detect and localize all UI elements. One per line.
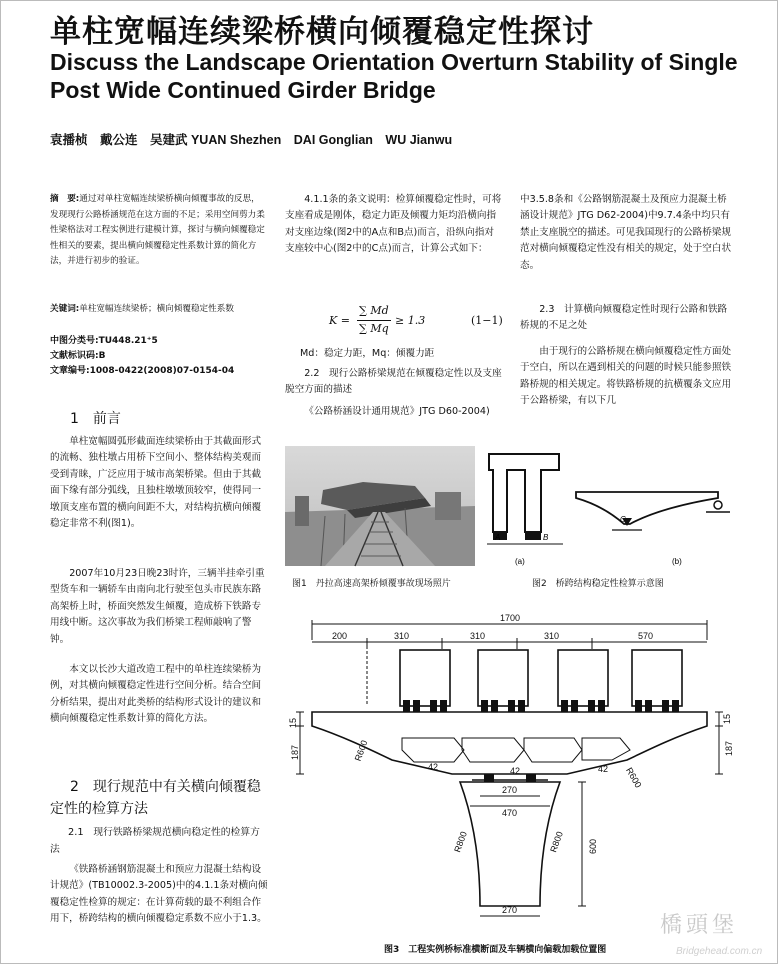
formula-number: (1−1) — [471, 314, 503, 327]
section-1-title: 1 前言 — [70, 411, 121, 427]
column-2-paragraph-2: Md：稳定力距，Mq：倾覆力距 — [300, 348, 435, 359]
formula-1-1 — [285, 302, 503, 342]
fig2-label-a: (a) — [515, 557, 525, 566]
column-2-paragraph-1: 4.1.1条的条文说明：检算倾覆稳定性时，可将支座看成是刚体，稳定力距及倾覆力矩均沿横向指对支座边缘(图2中的A点和B点)而言，沿纵向指对支座较中心(图2中的C点)而言，计算公式如下： — [285, 194, 502, 255]
keywords-text: 单柱宽幅连续梁桥；横向倾覆稳定性系数 — [79, 304, 234, 314]
dim-r600-right: R600 — [624, 765, 644, 790]
authors: 袁播桢 戴公连 吴建武 YUAN Shezhen DAI Gonglian WU Jianwu — [50, 133, 453, 147]
fraction-bar — [357, 320, 391, 321]
vehicle-loads — [400, 650, 682, 706]
dim-r600-left: R600 — [352, 738, 370, 763]
section-2-1-title: 2.1 现行铁路桥梁规范横向稳定性的检算方法 — [50, 827, 260, 855]
formula-numerator: ∑ Md — [359, 304, 389, 317]
figure-2a-diagram — [485, 448, 565, 568]
watermark-logo: 橋頭堡 — [660, 913, 739, 938]
keywords-label: 关键词: — [50, 304, 80, 314]
section-2-1-paragraph: 《铁路桥涵钢筋混凝土和预应力混凝土结构设计规范》(TB10002.3-2005)中的4.1.1条对横向倾覆稳定性检算的规定：在计算荷载的最不利组合作用下，桥跨结构的横向倾覆稳定系数不应小于1.3。 — [50, 864, 268, 925]
dim-r800-right: R800 — [548, 830, 565, 854]
watermark-url: Bridgehead.com.cn — [676, 946, 763, 957]
fig2-label-B: B — [543, 533, 549, 542]
section-1-paragraph-2: 2007年10月23日晚23时许，三辆半挂牵引重型货车和一辆轿车由南向北行驶至包头市民族东路高架桥上时，桥面突然发生倾覆，造成桥下铁路专用线中断。这次事故为我们桥梁工程师敲响了警钟。 — [50, 568, 265, 645]
title-en: Discuss the Landscape Orientation Overturn Stability of Single Post Wide Continued Girder Bridge — [50, 49, 738, 103]
section-2-3-title: 2.3 计算横向倾覆稳定性时现行公路和铁路桥规的不足之处 — [520, 304, 728, 332]
dim-310-2: 310 — [470, 631, 486, 641]
fig2-label-A: A — [495, 533, 501, 542]
clc-number: 中图分类号:TU448.21⁺5 — [50, 336, 158, 346]
dim-15-right: 15 — [722, 713, 732, 724]
dim-total: 1700 — [500, 613, 521, 623]
dim-42-b: 42 — [510, 766, 521, 776]
figure-2-caption: 图2 桥跨结构稳定性检算示意图 — [532, 579, 664, 589]
dim-570: 570 — [638, 631, 654, 641]
section-1-paragraph-1: 单柱宽幅圆弧形截面连续梁桥由于其截面形式的流畅、独柱墩占用桥下空间小、整体结构美观而受到青睐，广泛应用于城市高架桥梁。但由于其截面下缘有部分弧线，且独柱墩墩顶较窄，使得同一墩顶支座布置的横向间距不大，对结构抗横向倾覆稳定非常不利(图1)。 — [50, 436, 262, 530]
dim-r800-left: R800 — [452, 830, 469, 854]
figure-2b-diagram — [572, 478, 737, 568]
doc-code: 文献标识码:B — [50, 351, 106, 361]
title-cn: 单柱宽幅连续梁桥横向倾覆稳定性探讨 — [50, 14, 594, 50]
formula-lhs: K = — [329, 314, 350, 327]
section-2-title: 2 现行规范中有关横向倾覆稳定性的检算方法 — [50, 779, 261, 817]
abstract-text: 通过对单柱宽幅连续梁桥横向倾覆事故的反思，发现现行公路桥涵规范在这方面的不足；采用空间剪力柔性梁格法对工程实例进行建模计算，探讨与横向倾覆稳定性相关的要素，提出横向倾覆稳定性系数计算的简化方法，并进行初步的验证。 — [50, 194, 265, 267]
section-1-paragraph-3: 本文以长沙大道改造工程中的单柱连续梁桥为例，对其横向倾覆稳定性进行空间分析。结合空间分析结果，提出对此类桥的结构形式设计的建议和横向倾覆稳定性系数计算的简化方法。 — [50, 664, 262, 725]
fig2-label-b: (b) — [672, 557, 682, 566]
abstract-label: 摘 要: — [50, 194, 80, 204]
dim-270-top: 270 — [502, 785, 518, 795]
figure-3-caption: 图3 工程实例桥标准横断面及车辆横向偏载加载位置图 — [384, 945, 607, 955]
article-meta — [50, 334, 268, 379]
fig2-label-C: C — [620, 515, 626, 524]
formula-rhs: ≥ 1.3 — [395, 314, 426, 327]
dim-42-a: 42 — [428, 762, 439, 772]
abstract — [50, 192, 268, 270]
column-2-paragraph-3: 《公路桥涵设计通用规范》JTG D60-2004) — [304, 406, 490, 417]
section-2-2-title: 2.2 现行公路桥梁规范在倾覆稳定性以及支座脱空方面的描述 — [285, 368, 502, 396]
dim-200: 200 — [332, 631, 348, 641]
figure-3-cross-section — [282, 610, 732, 940]
dim-270-bottom: 270 — [502, 905, 518, 915]
formula-denominator: ∑ Mq — [359, 322, 389, 335]
dim-187-right: 187 — [724, 740, 734, 756]
figure-1-caption: 图1 丹拉高速高架桥倾覆事故现场照片 — [292, 579, 451, 589]
dim-310-1: 310 — [394, 631, 410, 641]
column-3-paragraph-2: 由于现行的公路桥规在横向倾覆稳定性方面处于空白，所以在遇到相关的问题的时候只能参照铁路桥规的相关规定。将铁路桥规的抗横覆条文应用于公路桥梁，有以下几 — [520, 346, 732, 407]
article-number: 文章编号:1008-0422(2008)07-0154-04 — [50, 366, 235, 376]
keywords — [50, 302, 268, 318]
dim-15-left: 15 — [288, 717, 298, 728]
dim-42-c: 42 — [598, 764, 609, 774]
dim-310-3: 310 — [544, 631, 560, 641]
figure-1-photo — [285, 446, 475, 566]
column-3-paragraph-1: 中3.5.8条和《公路钢筋混凝土及预应力混凝土桥涵设计规范》JTG D62-2004)中9.7.4条中均只有禁止支座脱空的描述。可见我国现行的公路桥梁规范对横向倾覆稳定性没有相关的规定，处于空白状态。 — [520, 194, 732, 271]
dim-187-left: 187 — [290, 744, 300, 760]
dim-470: 470 — [502, 808, 518, 818]
dim-600: 600 — [588, 838, 598, 854]
